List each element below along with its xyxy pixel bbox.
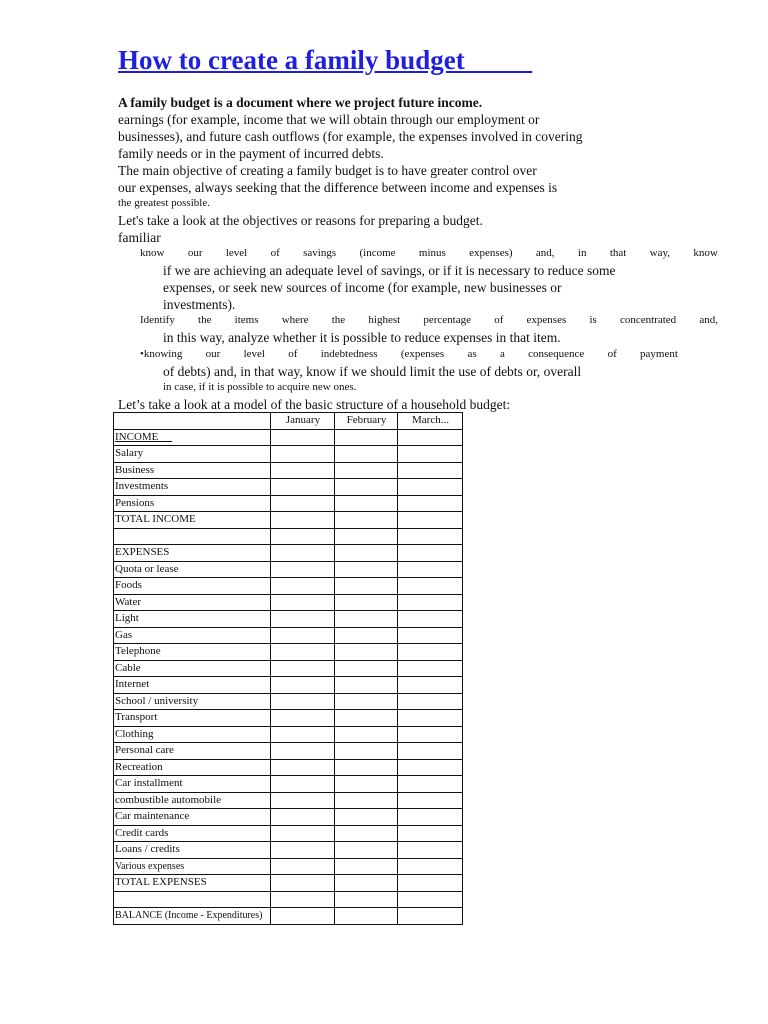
table-cell[interactable] [398, 429, 463, 446]
row-label: Internet [114, 677, 271, 694]
table-row [114, 759, 463, 776]
table-row [114, 627, 463, 644]
table-row [114, 908, 463, 925]
bullet-1-line: if we are achieving an adequate level of savings, or if it is necessary to reduce some [163, 263, 616, 278]
word: of [270, 247, 280, 259]
table-cell[interactable] [271, 644, 335, 661]
table-cell[interactable] [398, 495, 463, 512]
table-cell[interactable] [335, 660, 398, 677]
table-cell[interactable] [398, 660, 463, 677]
word: minus [418, 247, 446, 259]
table-cell[interactable] [271, 842, 335, 859]
row-label: Car maintenance [114, 809, 271, 826]
table-cell[interactable] [271, 858, 335, 875]
intro-line: businesses), and future cash outflows (for example, the expenses involved in covering [118, 129, 583, 144]
word: Identify [140, 314, 175, 326]
table-cell[interactable] [398, 627, 463, 644]
table-cell[interactable] [335, 825, 398, 842]
intro-line: our expenses, always seeking that the difference between income and expenses is [118, 180, 558, 195]
bullet-1-line: investments). [163, 297, 236, 312]
table-cell[interactable] [335, 809, 398, 826]
row-label: Recreation [114, 759, 271, 776]
table-row [114, 726, 463, 743]
word: of [607, 348, 617, 360]
table-cell[interactable] [398, 776, 463, 793]
row-label [114, 528, 271, 545]
table-cell[interactable] [271, 611, 335, 628]
table-cell[interactable] [335, 842, 398, 859]
row-label: Clothing [114, 726, 271, 743]
table-row [114, 512, 463, 529]
row-label: TOTAL EXPENSES [114, 875, 271, 892]
table-cell[interactable] [271, 743, 335, 760]
word: highest [368, 314, 401, 326]
table-row [114, 462, 463, 479]
table-cell[interactable] [271, 495, 335, 512]
table-row [114, 545, 463, 562]
row-label: Car installment [114, 776, 271, 793]
row-label [114, 891, 271, 908]
table-cell[interactable] [398, 462, 463, 479]
intro-line: family needs or in the payment of incurred debts. [118, 146, 384, 161]
row-label: Salary [114, 446, 271, 463]
word: our [187, 247, 203, 259]
word: the [331, 314, 346, 326]
bullet-3-small-line: in case, if it is possible to acquire new ones. [163, 381, 357, 393]
table-row [114, 677, 463, 694]
table-cell[interactable] [398, 578, 463, 595]
table-cell[interactable] [398, 677, 463, 694]
table-row [114, 842, 463, 859]
row-label: Investments [114, 479, 271, 496]
table-cell[interactable] [335, 776, 398, 793]
table-cell[interactable] [398, 908, 463, 925]
table-cell[interactable] [335, 611, 398, 628]
word: the [198, 314, 212, 326]
table-row [114, 429, 463, 446]
word: consequence [528, 348, 585, 360]
intro-lead: A family budget is a document where we project future income. [118, 95, 483, 110]
table-row [114, 809, 463, 826]
table-header-cell [114, 413, 271, 430]
table-cell[interactable] [335, 578, 398, 595]
row-label: Telephone [114, 644, 271, 661]
table-row [114, 891, 463, 908]
word: our [205, 348, 221, 360]
table-cell[interactable] [271, 693, 335, 710]
row-label: EXPENSES [114, 545, 271, 562]
table-cell[interactable] [398, 446, 463, 463]
table-cell[interactable] [398, 792, 463, 809]
table-cell[interactable] [271, 545, 335, 562]
row-label: Transport [114, 710, 271, 727]
row-label: INCOME [114, 429, 271, 446]
word: of [288, 348, 298, 360]
table-row [114, 528, 463, 545]
table-cell[interactable] [271, 726, 335, 743]
table-cell[interactable] [335, 594, 398, 611]
table-header-row [114, 413, 463, 430]
table-row [114, 479, 463, 496]
table-header-january: January [271, 413, 335, 430]
table-cell[interactable] [271, 528, 335, 545]
table-cell[interactable] [271, 561, 335, 578]
table-cell[interactable] [398, 875, 463, 892]
word: (income [359, 247, 396, 259]
table-cell[interactable] [335, 495, 398, 512]
table-row [114, 611, 463, 628]
table-cell[interactable] [398, 891, 463, 908]
table-cell[interactable] [271, 578, 335, 595]
table-cell[interactable] [271, 908, 335, 925]
table-cell[interactable] [398, 759, 463, 776]
table-cell[interactable] [271, 710, 335, 727]
word: expenses) [469, 247, 513, 259]
row-label: Credit cards [114, 825, 271, 842]
row-label: Foods [114, 578, 271, 595]
table-cell[interactable] [335, 891, 398, 908]
table-cell[interactable] [335, 528, 398, 545]
table-cell[interactable] [335, 710, 398, 727]
table-cell[interactable] [398, 545, 463, 562]
table-header-february: February [335, 413, 398, 430]
word: as [467, 348, 477, 360]
table-cell[interactable] [271, 446, 335, 463]
table-cell[interactable] [398, 611, 463, 628]
table-row [114, 743, 463, 760]
table-cell[interactable] [398, 842, 463, 859]
word: expenses [526, 314, 567, 326]
table-row [114, 660, 463, 677]
word: level [225, 247, 248, 259]
table-cell[interactable] [271, 891, 335, 908]
table-cell[interactable] [335, 743, 398, 760]
table-cell[interactable] [271, 677, 335, 694]
word: percentage [423, 314, 471, 326]
table-header-march: March... [398, 413, 463, 430]
table-row [114, 875, 463, 892]
table-cell[interactable] [398, 528, 463, 545]
row-label: Business [114, 462, 271, 479]
intro-small-line: the greatest possible. [118, 197, 210, 209]
table-cell[interactable] [335, 858, 398, 875]
word: concentrated [619, 314, 677, 326]
familiar-label: familiar [118, 230, 161, 245]
word: and, [535, 247, 555, 259]
table-cell[interactable] [335, 644, 398, 661]
word: of [494, 314, 504, 326]
table-cell[interactable] [335, 908, 398, 925]
table-cell[interactable] [271, 759, 335, 776]
table-cell[interactable] [335, 875, 398, 892]
row-label: Quota or lease [114, 561, 271, 578]
word: payment [640, 348, 678, 360]
row-label: BALANCE (Income - Expenditures) [114, 908, 271, 925]
row-label: Various expenses [114, 858, 271, 875]
table-cell[interactable] [335, 479, 398, 496]
bullet-1-line: expenses, or seek new sources of income (for example, new businesses or [163, 280, 562, 295]
table-cell[interactable] [398, 743, 463, 760]
bullet-2-first-line [140, 312, 718, 329]
row-label: Cable [114, 660, 271, 677]
word: savings [303, 247, 337, 259]
objectives-line: Let's take a look at the objectives or reasons for preparing a budget. [118, 213, 483, 228]
row-label: Personal care [114, 743, 271, 760]
table-cell[interactable] [271, 512, 335, 529]
table-cell[interactable] [335, 545, 398, 562]
table-cell[interactable] [271, 875, 335, 892]
table-cell[interactable] [335, 446, 398, 463]
page-title[interactable]: How to create a family budget [118, 45, 533, 75]
intro-line: The main objective of creating a family budget is to have greater control over [118, 163, 537, 178]
bullet-1-first-line [140, 245, 718, 262]
table-cell[interactable] [271, 429, 335, 446]
table-cell[interactable] [335, 512, 398, 529]
table-cell[interactable] [335, 726, 398, 743]
table-cell[interactable] [398, 512, 463, 529]
bullet-3-first-line [140, 346, 678, 363]
table-cell[interactable] [271, 776, 335, 793]
table-cell[interactable] [271, 594, 335, 611]
word: where [281, 314, 309, 326]
table-cell[interactable] [271, 792, 335, 809]
word: in [577, 247, 587, 259]
table-row [114, 578, 463, 595]
word: indebtedness [320, 348, 378, 360]
bullet-3-line: of debts) and, in that way, know if we should limit the use of debts or, overall [163, 364, 582, 379]
table-row [114, 710, 463, 727]
row-label: Pensions [114, 495, 271, 512]
table-cell[interactable] [398, 710, 463, 727]
table-cell[interactable] [398, 726, 463, 743]
intro-line: earnings (for example, income that we will obtain through our employment or [118, 112, 540, 127]
word: is [589, 314, 597, 326]
table-cell[interactable] [398, 858, 463, 875]
row-label: Light [114, 611, 271, 628]
word: •knowing [140, 348, 183, 360]
table-cell[interactable] [335, 462, 398, 479]
table-row [114, 693, 463, 710]
table-cell[interactable] [271, 627, 335, 644]
table-cell[interactable] [335, 677, 398, 694]
row-label: School / university [114, 693, 271, 710]
table-cell[interactable] [271, 825, 335, 842]
table-cell[interactable] [398, 594, 463, 611]
table-row [114, 594, 463, 611]
word: items [234, 314, 259, 326]
table-cell[interactable] [398, 561, 463, 578]
table-cell[interactable] [335, 429, 398, 446]
table-row [114, 495, 463, 512]
word: way, [649, 247, 671, 259]
word: know [140, 247, 165, 259]
table-row [114, 561, 463, 578]
row-label: Water [114, 594, 271, 611]
word: (expenses [400, 348, 445, 360]
row-label: TOTAL INCOME [114, 512, 271, 529]
table-row [114, 858, 463, 875]
table-cell[interactable] [271, 660, 335, 677]
table-cell[interactable] [335, 693, 398, 710]
word: level [243, 348, 265, 360]
table-cell[interactable] [271, 462, 335, 479]
row-label: Loans / credits [114, 842, 271, 859]
table-cell[interactable] [335, 792, 398, 809]
bullet-2-line: in this way, analyze whether it is possible to reduce expenses in that item. [163, 330, 561, 345]
table-cell[interactable] [335, 561, 398, 578]
table-row [114, 825, 463, 842]
word: and, [699, 314, 718, 326]
table-cell[interactable] [335, 759, 398, 776]
table-cell[interactable] [271, 809, 335, 826]
row-label: Gas [114, 627, 271, 644]
table-cell[interactable] [271, 479, 335, 496]
table-row [114, 776, 463, 793]
word: know [693, 247, 718, 259]
table-row [114, 644, 463, 661]
row-label: combustible automobile [114, 792, 271, 809]
table-cell[interactable] [335, 627, 398, 644]
table-cell[interactable] [398, 825, 463, 842]
table-cell[interactable] [398, 809, 463, 826]
word: that [609, 247, 627, 259]
table-row [114, 446, 463, 463]
table-cell[interactable] [398, 644, 463, 661]
word: a [499, 348, 505, 360]
table-cell[interactable] [398, 479, 463, 496]
model-intro-line: Let’s take a look at a model of the basic structure of a household budget: [118, 397, 511, 412]
table-cell[interactable] [398, 693, 463, 710]
budget-table [113, 412, 463, 925]
table-row [114, 792, 463, 809]
